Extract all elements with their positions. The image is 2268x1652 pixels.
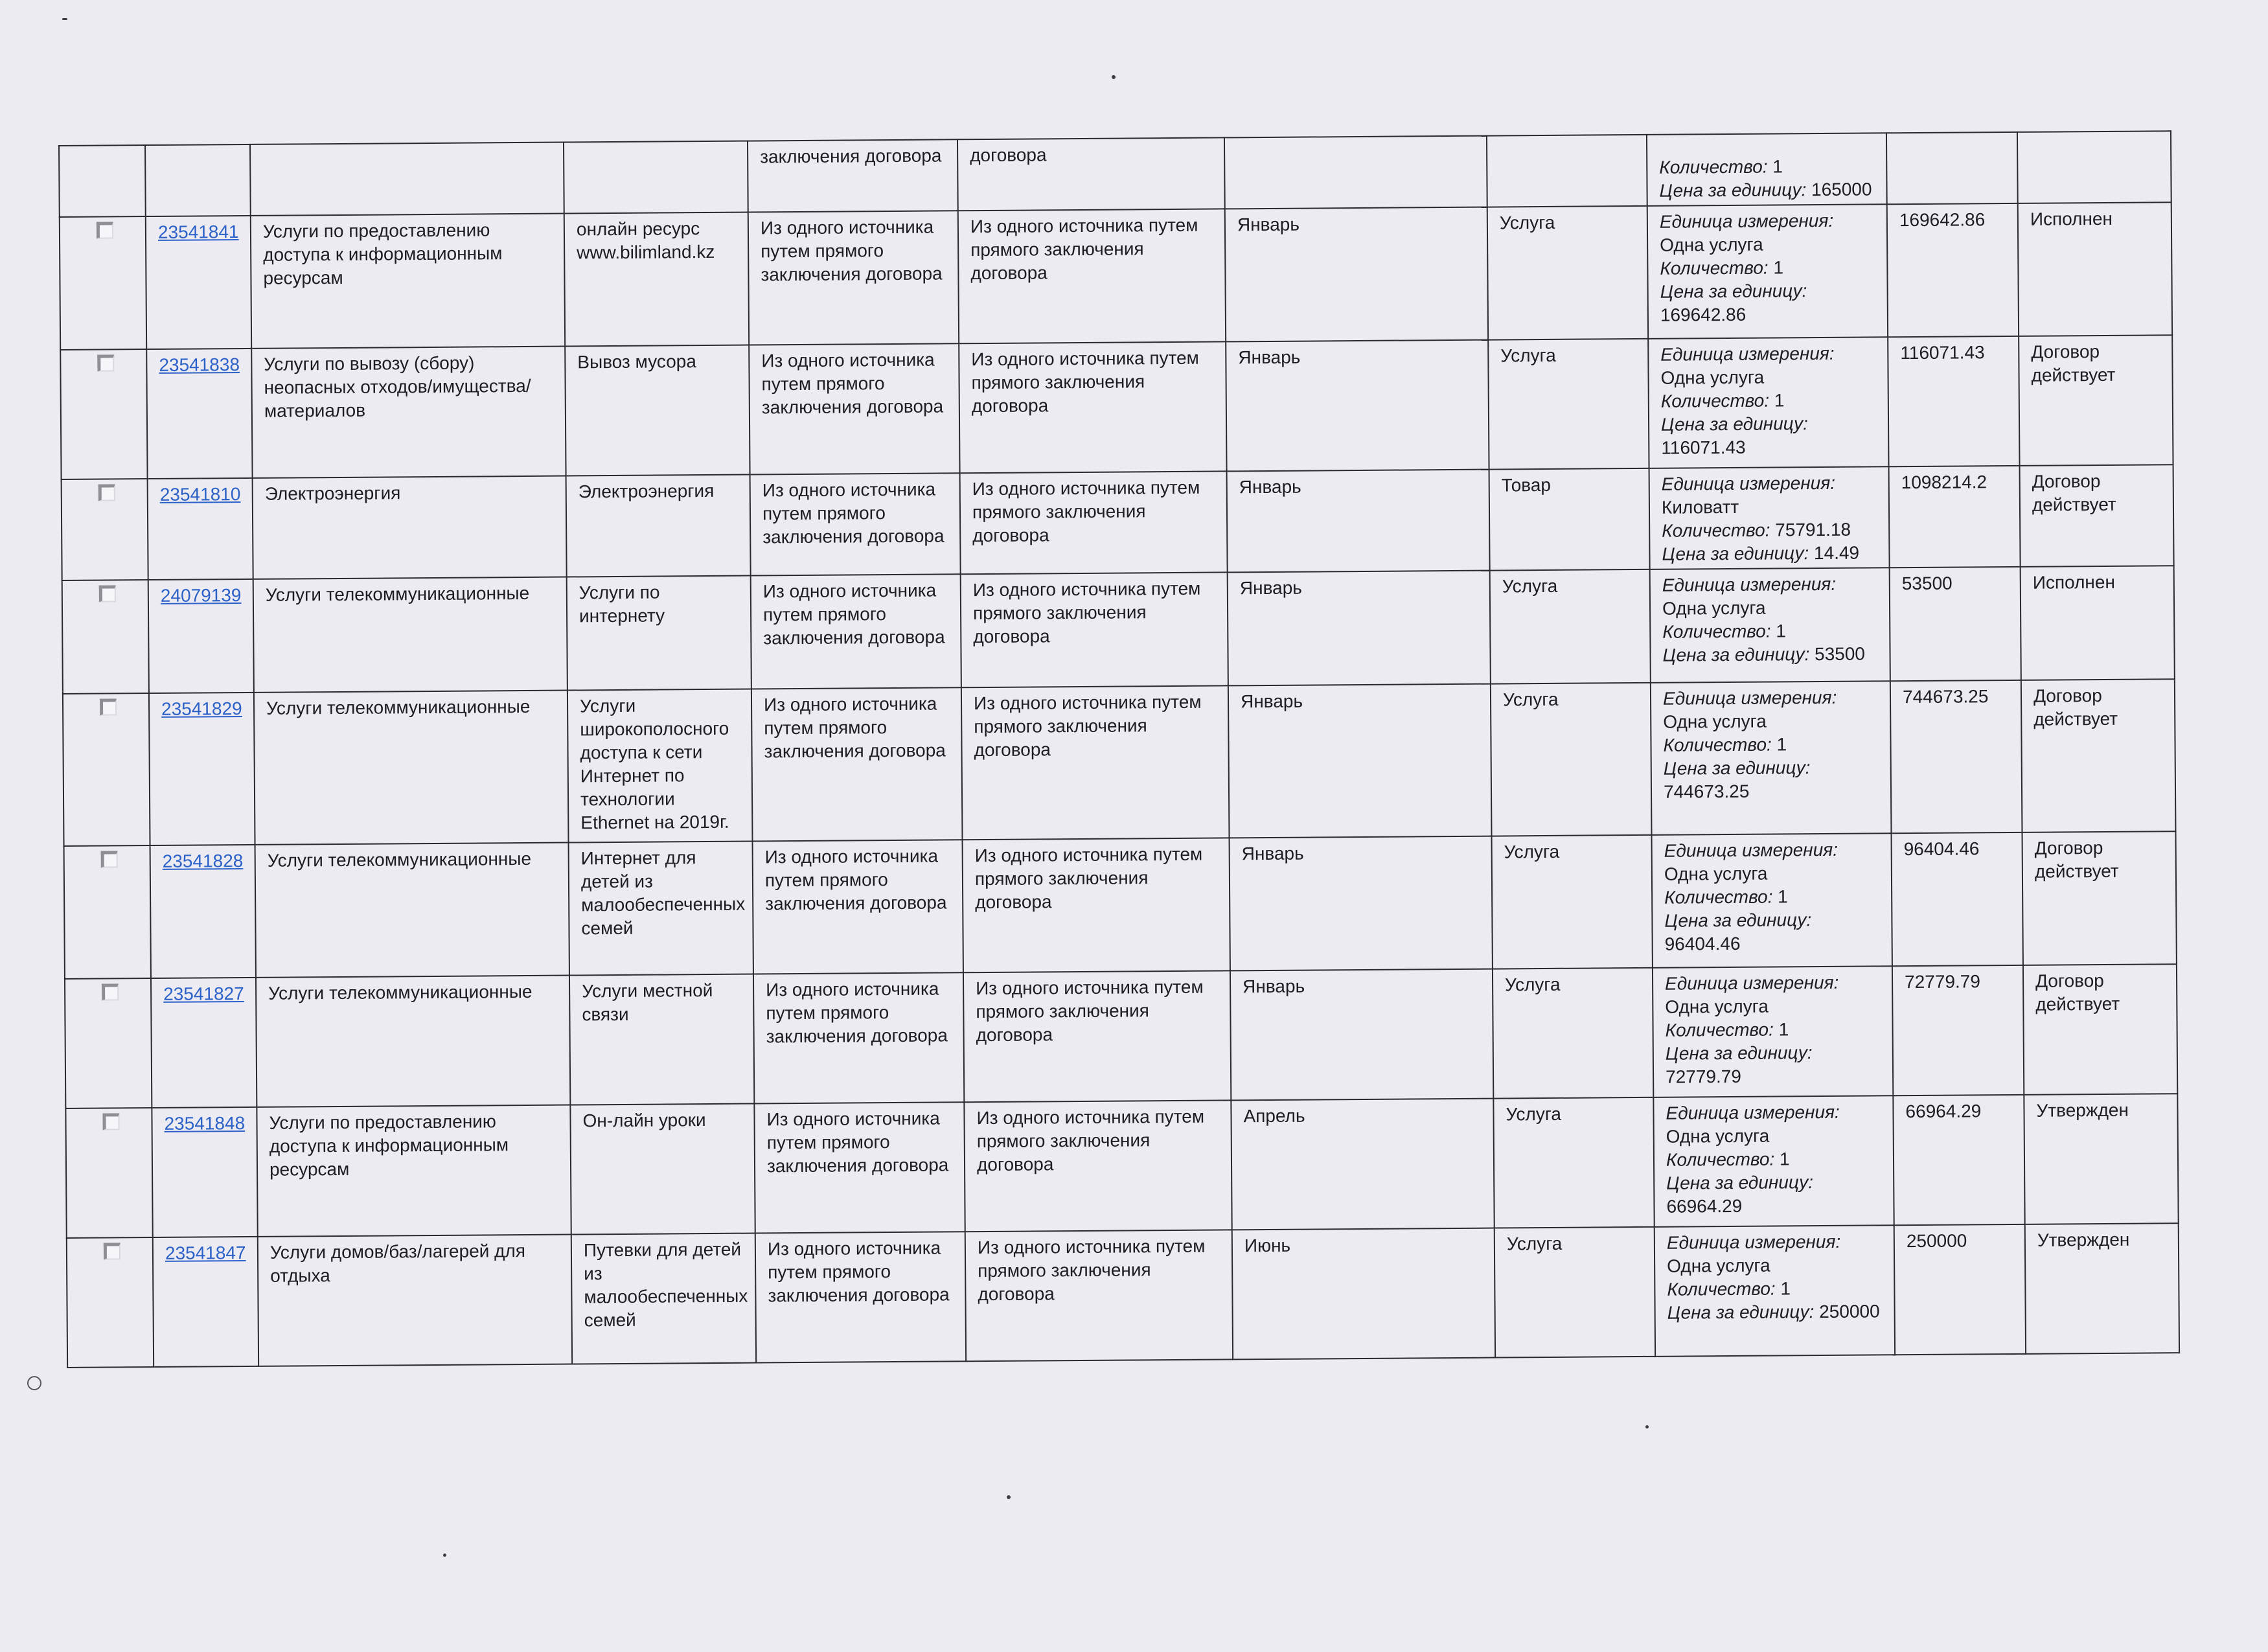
table-row bbox=[62, 465, 2174, 580]
scan-speck bbox=[1007, 1495, 1011, 1499]
price-value: 14.49 bbox=[1813, 542, 1860, 564]
planned-month: Июнь bbox=[1244, 1235, 1291, 1256]
item-name-cell bbox=[256, 976, 570, 1107]
unit-label: Единица измерения: bbox=[1666, 1101, 1840, 1123]
item-description-cell bbox=[566, 475, 751, 577]
row-checkbox[interactable] bbox=[97, 354, 114, 371]
item-description-cell bbox=[567, 689, 753, 843]
quantity-cell bbox=[1650, 568, 1890, 683]
lot-number-link-cell bbox=[150, 845, 256, 978]
item-category: Услуга bbox=[1504, 974, 1561, 995]
planned-month: Январь bbox=[1239, 577, 1302, 599]
quantity-value: 1 bbox=[1780, 1278, 1791, 1299]
unit-value: Одна услуга bbox=[1664, 863, 1768, 884]
lot-number-link[interactable]: 23541847 bbox=[165, 1243, 246, 1263]
price-label: Цена за единицу: bbox=[1660, 413, 1808, 435]
status-text: Договор действует bbox=[2033, 685, 2118, 729]
unit-value: Одна услуга bbox=[1660, 367, 1765, 388]
row-checkbox[interactable] bbox=[103, 1243, 120, 1259]
purchase-method-cell bbox=[753, 840, 963, 974]
procurement-type-cell bbox=[959, 341, 1226, 473]
item-name-cell bbox=[253, 476, 567, 579]
procurement-type-cell bbox=[961, 685, 1230, 840]
unit-value: Одна услуга bbox=[1663, 711, 1767, 732]
item-name: Услуги телекоммуникационные bbox=[265, 582, 530, 605]
item-category-cell bbox=[1492, 835, 1653, 969]
purchase-method: Из одного источника путем прямого заключения договора bbox=[761, 349, 944, 418]
item-description-cell bbox=[567, 576, 751, 691]
price-label: Цена за единицу: bbox=[1664, 910, 1812, 931]
status-cell bbox=[2018, 202, 2172, 336]
row-checkbox[interactable] bbox=[96, 222, 113, 238]
quantity-label: Количество: bbox=[1660, 390, 1770, 411]
checkbox-cell bbox=[59, 145, 146, 217]
quantity-label: Количество: bbox=[1664, 886, 1773, 908]
unit-value: Одна услуга bbox=[1667, 1255, 1770, 1276]
quantity-label: Количество: bbox=[1665, 1019, 1774, 1040]
lot-number-link[interactable]: 23541841 bbox=[157, 222, 239, 242]
item-category: Услуга bbox=[1504, 841, 1560, 862]
item-category-cell bbox=[1489, 468, 1650, 571]
planned-month-cell bbox=[1225, 207, 1488, 342]
planned-month-cell bbox=[1228, 571, 1491, 686]
lot-number-link-cell bbox=[146, 349, 252, 479]
month-cell bbox=[1224, 136, 1487, 209]
price-label: Цена за единицу: bbox=[1663, 757, 1811, 779]
item-description: Электроэнергия bbox=[578, 480, 715, 502]
lot-number-link-cell bbox=[152, 1107, 257, 1237]
lot-number-link-cell bbox=[151, 978, 257, 1108]
purchase-method-cell bbox=[753, 972, 964, 1103]
planned-sum-cell bbox=[1894, 1224, 2026, 1355]
planned-sum-cell bbox=[1890, 567, 2021, 681]
procurement-type-cell bbox=[960, 471, 1228, 574]
planned-month: Январь bbox=[1240, 691, 1303, 712]
planned-sum: 53500 bbox=[1901, 573, 1953, 594]
status-text: Договор действует bbox=[2035, 970, 2120, 1015]
quantity-label: Количество: bbox=[1663, 734, 1772, 755]
price-label: Цена за единицу: bbox=[1662, 543, 1809, 564]
table-row bbox=[62, 566, 2175, 694]
unit-label: Единица измерения: bbox=[1659, 210, 1834, 232]
purchase-method: Из одного источника путем прямого заключения договора bbox=[763, 693, 946, 762]
planned-month: Январь bbox=[1238, 347, 1301, 368]
price-value: 66964.29 bbox=[1666, 1195, 1743, 1217]
procurement-type-cell bbox=[963, 838, 1230, 972]
unit-value: Киловатт bbox=[1661, 496, 1739, 518]
planned-sum: 250000 bbox=[1906, 1230, 1967, 1252]
purchase-method-cell bbox=[750, 473, 961, 575]
checkbox-cell bbox=[60, 349, 147, 479]
planned-month: Январь bbox=[1237, 214, 1300, 235]
lot-number-link[interactable]: 24079139 bbox=[160, 585, 242, 606]
item-name: Услуги телекоммуникационные bbox=[266, 696, 531, 718]
item-description: Вывоз мусора bbox=[577, 351, 696, 373]
punch-hole-mark bbox=[27, 1376, 41, 1390]
planned-sum-cell bbox=[1893, 1095, 2024, 1225]
quantity-cell bbox=[1648, 337, 1888, 468]
status-cell bbox=[2021, 679, 2176, 832]
checkbox-cell bbox=[60, 216, 146, 350]
table-row bbox=[64, 831, 2177, 979]
item-name: Услуги телекоммуникационные bbox=[268, 981, 533, 1004]
planned-month-cell bbox=[1227, 470, 1490, 573]
item-description-cell bbox=[565, 345, 750, 476]
checkbox-cell bbox=[64, 845, 151, 979]
unit-value: Одна услуга bbox=[1662, 597, 1766, 619]
checkbox-cell bbox=[67, 1237, 154, 1368]
lot-number-link-cell bbox=[148, 478, 253, 580]
price-label: Цена за единицу: bbox=[1660, 281, 1807, 302]
item-name-cell bbox=[253, 577, 567, 693]
item-name-cell bbox=[251, 347, 566, 478]
purchase-method: Из одного источника путем прямого заключения договора bbox=[762, 580, 945, 648]
price-value: 72779.79 bbox=[1665, 1066, 1742, 1087]
quantity-label: Количество: bbox=[1667, 1278, 1776, 1300]
procurement-type: Из одного источника путем прямого заключения договора bbox=[974, 843, 1203, 913]
row-checkbox[interactable] bbox=[98, 585, 115, 602]
procurement-type: Из одного источника путем прямого заключения договора bbox=[972, 578, 1201, 647]
row-checkbox[interactable] bbox=[100, 851, 117, 867]
purchase-method: Из одного источника путем прямого заключения договора bbox=[764, 845, 947, 914]
procurement-type-cell bbox=[963, 970, 1231, 1102]
item-description-cell bbox=[570, 1104, 755, 1235]
status-text: Договор действует bbox=[2034, 837, 2119, 882]
purchase-method: Из одного источника путем прямого заключения договора bbox=[766, 978, 948, 1047]
planned-sum: 1098214.2 bbox=[1901, 472, 1987, 493]
procurement-type: Из одного источника путем прямого заключения договора bbox=[976, 1106, 1205, 1175]
planned-sum-cell bbox=[1890, 680, 2022, 833]
row-checkbox[interactable] bbox=[102, 983, 119, 1000]
item-category: Товар bbox=[1501, 474, 1552, 496]
status-cell bbox=[2021, 566, 2175, 680]
planned-sum: 169642.86 bbox=[1899, 209, 1986, 231]
item-name-cell bbox=[254, 691, 569, 845]
item-category: Услуга bbox=[1499, 212, 1555, 233]
table-row bbox=[63, 679, 2176, 846]
table-row bbox=[67, 1223, 2179, 1368]
scan-speck bbox=[443, 1554, 446, 1557]
item-name-cell bbox=[255, 843, 569, 978]
purchase-method-cell bbox=[754, 1102, 965, 1233]
purchase-method: Из одного источника путем прямого заключения договора bbox=[760, 216, 943, 285]
scan-speck bbox=[62, 18, 67, 20]
category-cell bbox=[1487, 135, 1647, 207]
planned-month-cell bbox=[1226, 340, 1489, 472]
planned-sum: 72779.79 bbox=[1904, 971, 1980, 992]
price-value: 744673.25 bbox=[1663, 781, 1750, 802]
quantity-cell bbox=[1651, 833, 1892, 968]
lot-number-link-cell bbox=[148, 579, 254, 693]
item-name: Электроэнергия bbox=[264, 483, 401, 504]
item-category-cell bbox=[1488, 339, 1649, 470]
item-category-cell bbox=[1493, 1097, 1654, 1228]
purchase-method-cell bbox=[751, 574, 961, 689]
lot-number-link-cell bbox=[153, 1237, 258, 1367]
status-cell bbox=[2017, 131, 2171, 203]
quantity-value: 1 bbox=[1776, 734, 1787, 755]
price-value: 169642.86 bbox=[1660, 304, 1747, 325]
unit-label: Единица измерения: bbox=[1662, 573, 1837, 595]
item-category: Услуга bbox=[1502, 575, 1558, 597]
lot-number-link[interactable]: 23541848 bbox=[164, 1113, 246, 1134]
quantity-cell bbox=[1651, 681, 1892, 835]
price-label: Цена за единицу: bbox=[1667, 1302, 1815, 1323]
method-cell: заключения договора bbox=[748, 139, 958, 212]
row-checkbox[interactable] bbox=[102, 1113, 119, 1130]
lot-number-link[interactable]: 23541829 bbox=[161, 698, 242, 719]
item-description: Интернет для детей из малообеспеченных семей bbox=[580, 847, 746, 939]
item-category-cell bbox=[1495, 1227, 1655, 1358]
lot-number-link[interactable]: 23541810 bbox=[159, 484, 241, 505]
price-label: Цена за единицу: bbox=[1662, 644, 1810, 665]
table-row bbox=[60, 335, 2173, 479]
status-cell bbox=[2019, 335, 2173, 466]
procurement-type: Из одного источника путем прямого заключения договора bbox=[976, 976, 1204, 1046]
unit-label: Единица измерения: bbox=[1660, 343, 1835, 365]
lot-number-link-cell bbox=[146, 216, 251, 349]
price-value: 53500 bbox=[1814, 643, 1866, 665]
planned-sum-cell bbox=[1891, 832, 2022, 966]
status-text: Утвержден bbox=[2036, 1099, 2129, 1121]
planned-sum-cell bbox=[1888, 336, 2019, 466]
status-text: Исполнен bbox=[2032, 571, 2115, 593]
item-description: Путевки для детей из малообеспеченных семей bbox=[583, 1239, 748, 1331]
quantity-cell bbox=[1653, 1096, 1894, 1227]
table-row bbox=[65, 964, 2177, 1108]
item-description-cell bbox=[569, 842, 753, 976]
item-category-cell bbox=[1493, 968, 1653, 1099]
planned-month: Январь bbox=[1241, 843, 1304, 864]
item-category: Услуга bbox=[1502, 689, 1559, 710]
scanned-plan-page bbox=[58, 130, 2179, 1350]
lot-number-link[interactable]: 23541828 bbox=[162, 851, 244, 871]
quantity-value: 1 bbox=[1774, 390, 1785, 411]
price-label: Цена за единицу: bbox=[1666, 1172, 1814, 1193]
status-cell bbox=[2020, 465, 2174, 567]
unit-label: Единица измерения: bbox=[1664, 972, 1839, 994]
unit-label: Единица измерения: bbox=[1661, 472, 1836, 494]
scan-speck bbox=[1112, 75, 1116, 79]
planned-sum-cell bbox=[1889, 466, 2021, 568]
item-description: онлайн ресурс www.bilimland.kz bbox=[576, 218, 715, 263]
purchase-method: Из одного источника путем прямого заключения договора bbox=[762, 479, 945, 547]
purchase-method-cell bbox=[751, 687, 963, 841]
planned-sum: 744673.25 bbox=[1902, 686, 1989, 707]
planned-month: Январь bbox=[1239, 476, 1301, 498]
procurement-type-cell bbox=[961, 572, 1228, 687]
quantity-label: Количество: bbox=[1660, 257, 1769, 279]
planned-sum: 96404.46 bbox=[1903, 838, 1980, 860]
item-description: Услуги местной связи bbox=[582, 980, 713, 1025]
quantity-cell bbox=[1647, 204, 1888, 339]
planned-month-cell bbox=[1228, 684, 1492, 838]
item-category: Услуга bbox=[1500, 345, 1556, 366]
item-category: Услуга bbox=[1506, 1103, 1562, 1125]
checkbox-cell bbox=[65, 978, 152, 1108]
checkbox-cell bbox=[65, 1108, 152, 1238]
item-description: Услуги широкополосного доступа к сети Интернет по технологии Ethernet на 2019г. bbox=[579, 695, 729, 833]
procurement-type-cell bbox=[964, 1100, 1231, 1232]
quantity-value: 1 bbox=[1779, 1149, 1790, 1169]
quantity-cell bbox=[1655, 1225, 1895, 1357]
status-cell bbox=[2025, 1223, 2179, 1354]
quantity-value: 1 bbox=[1776, 621, 1787, 641]
table-row bbox=[65, 1094, 2178, 1238]
planned-month-cell bbox=[1232, 1228, 1495, 1360]
planned-sum: 66964.29 bbox=[1905, 1101, 1982, 1122]
quantity-value: 1 bbox=[1778, 886, 1788, 907]
sum-cell bbox=[1886, 132, 2018, 204]
procurement-type: Из одного источника путем прямого заключения договора bbox=[977, 1235, 1206, 1305]
item-name-cell bbox=[251, 214, 565, 349]
item-description: Он-лайн уроки bbox=[582, 1110, 706, 1131]
item-name: Услуги по предоставлению доступа к информационным ресурсам bbox=[262, 220, 503, 288]
planned-sum-cell bbox=[1887, 203, 2019, 337]
item-description: Услуги по интернету bbox=[578, 582, 665, 626]
unit-label: Единица измерения: bbox=[1662, 687, 1837, 709]
quantity-label: Количество: bbox=[1666, 1149, 1775, 1170]
item-description-cell bbox=[569, 974, 754, 1105]
lot-number-cell bbox=[145, 144, 251, 216]
planned-month-cell bbox=[1230, 836, 1493, 971]
status-cell bbox=[2022, 831, 2176, 965]
item-description-cell bbox=[564, 212, 749, 347]
lot-number-link-cell bbox=[149, 693, 255, 845]
procurement-type-cell bbox=[965, 1230, 1233, 1361]
status-cell bbox=[2023, 964, 2177, 1095]
purchase-method: Из одного источника путем прямого заключения договора bbox=[766, 1108, 949, 1176]
planned-month: Апрель bbox=[1243, 1105, 1305, 1127]
price-value: 250000 bbox=[1819, 1301, 1880, 1322]
planned-month-cell bbox=[1231, 1099, 1494, 1230]
purchase-method: Из одного источника путем прямого заключения договора bbox=[767, 1237, 950, 1306]
item-name-cell bbox=[258, 1235, 572, 1366]
scan-speck bbox=[1645, 1425, 1649, 1428]
table-row bbox=[60, 202, 2172, 350]
procurement-type: Из одного источника путем прямого заключения договора bbox=[970, 214, 1198, 284]
purchase-method-cell bbox=[749, 343, 959, 474]
checkbox-cell bbox=[62, 479, 148, 580]
status-text: Договор действует bbox=[2032, 471, 2116, 515]
quantity-label: Количество: bbox=[1662, 621, 1771, 642]
item-description-cell bbox=[571, 1233, 756, 1364]
status-cell bbox=[2024, 1094, 2178, 1224]
price-value: 96404.46 bbox=[1664, 933, 1741, 954]
item-category-cell bbox=[1487, 206, 1648, 340]
item-name: Услуги телекоммуникационные bbox=[267, 848, 532, 871]
unit-label: Единица измерения: bbox=[1664, 839, 1838, 861]
row-checkbox[interactable] bbox=[98, 484, 115, 501]
planned-sum-cell bbox=[1892, 965, 2024, 1096]
quantity-value: 1 bbox=[1778, 1019, 1789, 1040]
unit-value: Одна услуга bbox=[1660, 234, 1763, 255]
quantity-cell: Количество: 1 Цена за единицу: 165000 bbox=[1647, 133, 1887, 206]
procurement-type: Из одного источника путем прямого заключения договора bbox=[972, 477, 1200, 546]
row-checkbox[interactable] bbox=[99, 698, 116, 715]
planned-month: Январь bbox=[1243, 976, 1305, 997]
price-value: 116071.43 bbox=[1661, 437, 1746, 458]
procurement-type-cell: договора bbox=[957, 137, 1225, 211]
status-text: Утвержден bbox=[2037, 1229, 2130, 1250]
item-category: Услуга bbox=[1506, 1233, 1563, 1254]
procurement-type: Из одного источника путем прямого заключения договора bbox=[973, 691, 1202, 761]
quantity-label: Количество: bbox=[1662, 520, 1770, 541]
quantity-cell bbox=[1649, 466, 1890, 569]
quantity-value: 1 bbox=[1773, 257, 1784, 278]
item-name-cell bbox=[257, 1105, 571, 1237]
unit-value: Одна услуга bbox=[1665, 996, 1769, 1017]
procurement-plan-table bbox=[58, 130, 2180, 1368]
quantity-cell bbox=[1653, 966, 1893, 1097]
item-category-cell bbox=[1491, 683, 1652, 836]
item-name-cell bbox=[250, 143, 564, 216]
procurement-type: Из одного источника путем прямого заключения договора bbox=[971, 347, 1199, 417]
purchase-method-cell bbox=[755, 1232, 966, 1362]
status-text: Договор действует bbox=[2031, 341, 2116, 385]
procurement-type-cell bbox=[958, 209, 1226, 343]
description-cell bbox=[564, 141, 748, 214]
purchase-method-cell bbox=[748, 211, 959, 345]
item-name: Услуги домов/баз/лагерей для отдыха bbox=[269, 1241, 526, 1286]
lot-number-link[interactable]: 23541827 bbox=[163, 983, 244, 1004]
checkbox-cell bbox=[62, 580, 149, 694]
planned-month-cell bbox=[1230, 969, 1493, 1101]
checkbox-cell bbox=[63, 693, 150, 846]
planned-sum: 116071.43 bbox=[1900, 342, 1985, 363]
lot-number-link[interactable]: 23541838 bbox=[159, 354, 240, 375]
quantity-value: 75791.18 bbox=[1775, 519, 1851, 540]
item-name: Услуги по предоставлению доступа к информационным ресурсам bbox=[269, 1111, 509, 1180]
item-category-cell bbox=[1490, 569, 1651, 684]
status-text: Исполнен bbox=[2030, 208, 2113, 229]
item-name: Услуги по вывозу (сбору) неопасных отходов/имущества/материалов bbox=[264, 352, 531, 421]
price-label: Цена за единицу: bbox=[1665, 1042, 1813, 1064]
unit-label: Единица измерения: bbox=[1666, 1231, 1841, 1253]
unit-value: Одна услуга bbox=[1666, 1125, 1770, 1147]
